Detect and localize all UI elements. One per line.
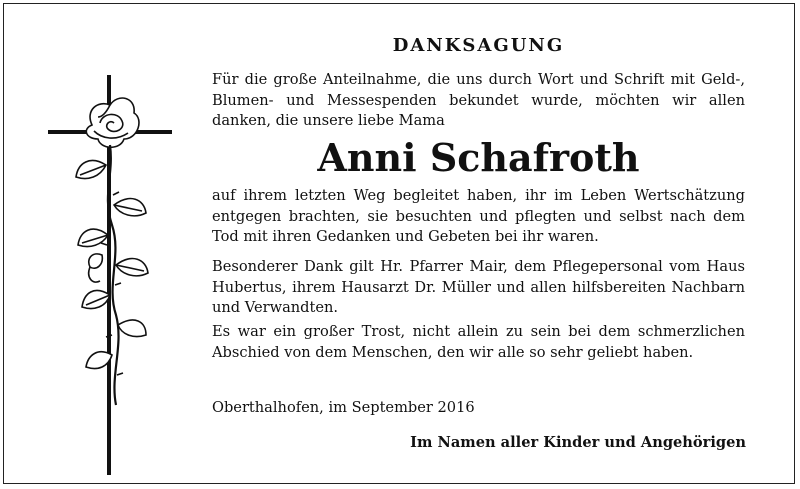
rose-icon	[76, 98, 148, 405]
intro-text: Für die große Anteilnahme, die uns durch Wort und Schrift mit Geld-, Blumen- und Messespenden bekundet wurde, möchten wir allen danken, die unsere liebe Mama	[212, 71, 745, 129]
paragraph-2: Besonderer Dank gilt Hr. Pfarrer Mair, dem Pflegepersonal vom Haus Hubertus, ihrem Hausarzt Dr. Müller und allen hilfsbereiten Nachbarn und Verwandten.	[212, 258, 745, 316]
paragraph-3: Es war ein großer Trost, nicht allein zu sein bei dem schmerzlichen Abschied von dem Menschen, den wir alle so sehr geliebt haben.	[212, 323, 745, 361]
heading: DANKSAGUNG	[392, 35, 565, 56]
signature: Im Namen aller Kinder und Angehörigen	[410, 434, 746, 451]
place-date: Oberthalhofen, im September 2016	[212, 399, 475, 416]
deceased-name: Anni Schafroth	[317, 135, 640, 180]
cross-rose-ornament	[40, 55, 185, 480]
paragraph-1: auf ihrem letzten Weg begleitet haben, ihr im Leben Wertschätzung entgegen brachten, sie besuchten und pflegten und selbst nach dem Tod mit ihren Gedanken und Gebeten bei ihr waren.	[212, 187, 745, 245]
